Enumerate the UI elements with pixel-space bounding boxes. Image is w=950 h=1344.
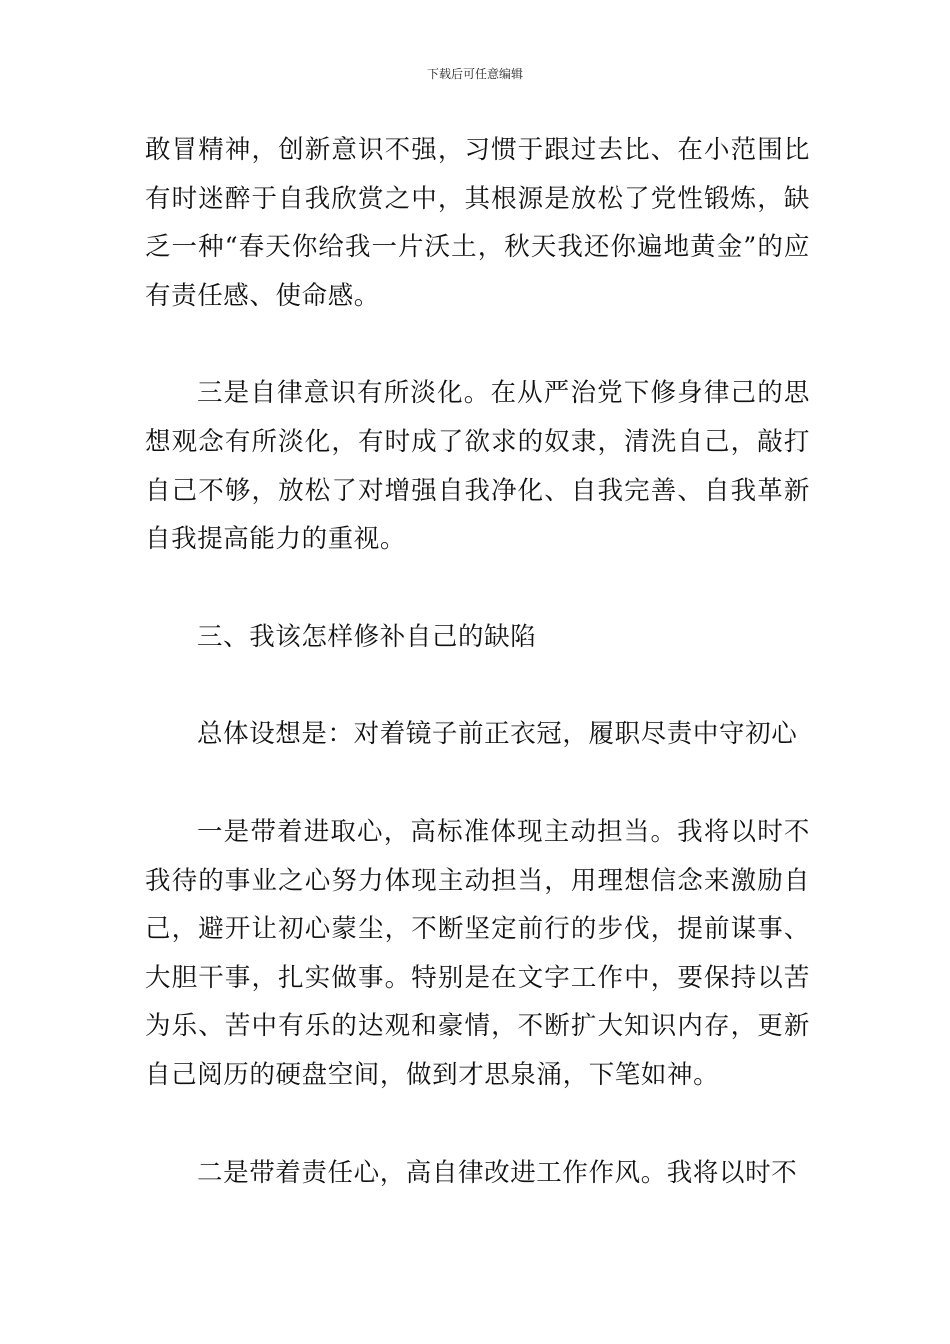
paragraph-gap [145,564,810,613]
paragraph-overall-plan: 总体设想是：对着镜子前正衣冠，履职尽责中守初心 [197,719,798,750]
paragraph-gap [145,320,810,369]
paragraph-responsibility: 二是带着责任心，高自律改进工作作风。我将以时不 [197,1157,798,1188]
paragraph-enterprise: 一是带着进取心，高标准体现主动担当。我将以时不我待的事业之心努力体现主动担当，用理想信念来激励自己，避开让初心蒙尘，不断坚定前行的步伐，提前谋事、大胆干事，扎实做事。特别是在文字工作中，要保持以苦为乐、苦中有乐的达观和豪情，不断扩大知识内存，更新自己阅历的硬盘空间，做到才思泉涌，下笔如神。 [145,816,810,1090]
paragraph-gap [145,759,810,808]
section-heading: 三、我该怎样修补自己的缺陷 [197,621,537,652]
paragraph-self-discipline: 三是自律意识有所淡化。在从严治党下修身律己的思想观念有所淡化，有时成了欲求的奴隶，清洗自己，敲打自己不够，放松了对增强自我净化、自我完善、自我革新自我提高能力的重视。 [145,378,810,555]
paragraph-continuation: 敢冒精神，创新意识不强，习惯于跟过去比、在小范围比有时迷醉于自我欣赏之中，其根源是放松了党性锻炼，缺乏一种“春天你给我一片沃土，秋天我还你遍地黄金”的应有责任感、使命感。 [145,135,810,311]
paragraph-gap [145,661,810,710]
document-body [145,126,810,1197]
paragraph-gap [145,1100,810,1149]
page-header-note: 下载后可任意编辑 [426,67,523,81]
